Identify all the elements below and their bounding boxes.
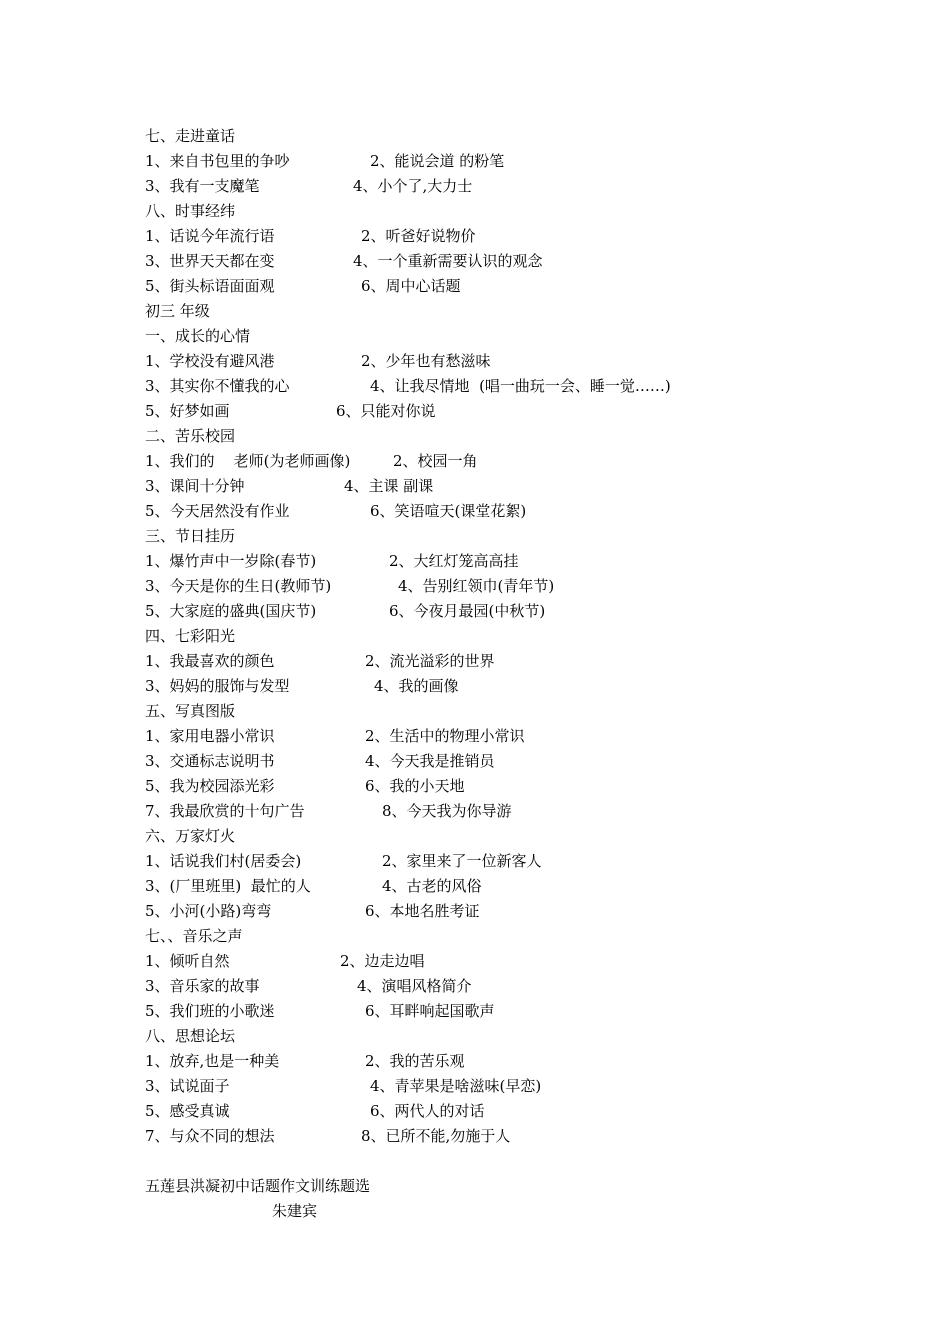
document-author: 朱建宾 xyxy=(272,1202,318,1220)
section-heading xyxy=(145,524,905,549)
topic-item: 6、我的小天地 xyxy=(365,777,465,795)
topic-item: 3、课间十分钟 xyxy=(145,477,245,495)
topic-row xyxy=(145,549,905,574)
topic-item: 2、生活中的物理小常识 xyxy=(365,727,525,745)
topic-row xyxy=(145,874,905,899)
topic-item: 4、一个重新需要认识的观念 xyxy=(353,252,543,270)
topic-item: 3、世界天天都在变 xyxy=(145,252,275,270)
topic-row xyxy=(145,849,905,874)
topic-item: 1、家用电器小常识 xyxy=(145,727,275,745)
topic-item: 3、妈妈的服饰与发型 xyxy=(145,677,290,695)
topic-item: 5、大家庭的盛典(国庆节) xyxy=(145,602,317,620)
topic-row xyxy=(145,649,905,674)
topic-item: 1、学校没有避风港 xyxy=(145,352,275,370)
topic-item: 5、今天居然没有作业 xyxy=(145,502,290,520)
topic-item: 6、笑语喧天(课堂花絮) xyxy=(370,502,527,520)
topic-item: 6、只能对你说 xyxy=(336,402,436,420)
topic-item: 1、来自书包里的争吵 xyxy=(145,152,290,170)
section-heading-text: 五、写真图版 xyxy=(145,702,236,720)
topic-item: 3、试说面子 xyxy=(145,1077,230,1095)
topic-item: 6、耳畔响起国歌声 xyxy=(365,1002,495,1020)
topic-row xyxy=(145,974,905,999)
topic-row xyxy=(145,574,905,599)
section-heading-text: 四、七彩阳光 xyxy=(145,627,236,645)
topic-item: 3、交通标志说明书 xyxy=(145,752,275,770)
topic-item: 4、演唱风格简介 xyxy=(357,977,472,995)
blank-line xyxy=(145,1149,905,1174)
section-heading xyxy=(145,824,905,849)
topic-row xyxy=(145,1099,905,1124)
topic-row xyxy=(145,499,905,524)
topic-item: 4、古老的风俗 xyxy=(382,877,482,895)
topic-item: 1、我最喜欢的颜色 xyxy=(145,652,275,670)
topic-item: 4、今天我是推销员 xyxy=(365,752,495,770)
topic-row xyxy=(145,474,905,499)
topic-item: 2、流光溢彩的世界 xyxy=(365,652,495,670)
topic-row xyxy=(145,774,905,799)
topic-item: 7、我最欣赏的十句广告 xyxy=(145,802,305,820)
topic-row xyxy=(145,674,905,699)
section-heading xyxy=(145,924,905,949)
topic-row xyxy=(145,149,905,174)
section-heading-text: 一、成长的心情 xyxy=(145,327,251,345)
topic-item: 5、我为校园添光彩 xyxy=(145,777,275,795)
topic-item: 2、少年也有愁滋味 xyxy=(361,352,491,370)
document-body xyxy=(145,124,905,1149)
section-heading-text: 三、节日挂历 xyxy=(145,527,236,545)
topic-row xyxy=(145,724,905,749)
topic-row xyxy=(145,374,905,399)
topic-item: 5、我们班的小歌迷 xyxy=(145,1002,275,1020)
topic-item: 5、小河(小路)弯弯 xyxy=(145,902,272,920)
topic-row xyxy=(145,1124,905,1149)
section-heading xyxy=(145,299,905,324)
topic-row xyxy=(145,224,905,249)
topic-item: 4、让我尽情地 (唱一曲玩一会、睡一觉……) xyxy=(370,377,671,395)
topic-item: 6、周中心话题 xyxy=(361,277,461,295)
section-heading xyxy=(145,424,905,449)
section-heading-text: 二、苦乐校园 xyxy=(145,427,236,445)
topic-item: 4、我的画像 xyxy=(374,677,459,695)
section-heading-text: 初三 年级 xyxy=(145,302,210,320)
section-heading-text: 八、思想论坛 xyxy=(145,1027,236,1045)
topic-item: 2、校园一角 xyxy=(393,452,478,470)
topic-item: 4、小个了,大力士 xyxy=(353,177,473,195)
topic-item: 4、告别红领巾(青年节) xyxy=(398,577,555,595)
topic-row xyxy=(145,599,905,624)
section-heading-text: 七、走进童话 xyxy=(145,127,236,145)
topic-item: 6、今夜月最园(中秋节) xyxy=(389,602,546,620)
topic-item: 6、两代人的对话 xyxy=(370,1102,485,1120)
topic-row xyxy=(145,399,905,424)
section-heading xyxy=(145,699,905,724)
section-heading xyxy=(145,324,905,349)
topic-item: 3、我有一支魔笔 xyxy=(145,177,260,195)
topic-item: 1、我们的 老师(为老师画像) xyxy=(145,452,351,470)
topic-item: 3、(厂里班里) 最忙的人 xyxy=(145,877,311,895)
section-heading xyxy=(145,124,905,149)
topic-item: 4、青苹果是啥滋味(早恋) xyxy=(370,1077,542,1095)
topic-row xyxy=(145,449,905,474)
topic-item: 5、感受真诚 xyxy=(145,1102,230,1120)
section-heading xyxy=(145,1024,905,1049)
topic-row xyxy=(145,1074,905,1099)
topic-row xyxy=(145,749,905,774)
topic-item: 1、话说今年流行语 xyxy=(145,227,275,245)
topic-row xyxy=(145,949,905,974)
topic-item: 3、今天是你的生日(教师节) xyxy=(145,577,332,595)
topic-item: 2、能说会道 的粉笔 xyxy=(370,152,505,170)
topic-row xyxy=(145,249,905,274)
topic-item: 7、与众不同的想法 xyxy=(145,1127,275,1145)
topic-row xyxy=(145,999,905,1024)
document-page xyxy=(145,124,905,1224)
topic-item: 8、今天我为你导游 xyxy=(382,802,512,820)
topic-item: 8、已所不能,勿施于人 xyxy=(361,1127,511,1145)
topic-item: 1、倾听自然 xyxy=(145,952,230,970)
section-heading-text: 七、、音乐之声 xyxy=(145,927,243,945)
topic-item: 1、话说我们村(居委会) xyxy=(145,852,302,870)
topic-row xyxy=(145,899,905,924)
section-heading xyxy=(145,624,905,649)
topic-item: 2、边走边唱 xyxy=(340,952,425,970)
topic-item: 1、放弃,也是一种美 xyxy=(145,1052,280,1070)
topic-item: 1、爆竹声中一岁除(春节) xyxy=(145,552,317,570)
topic-row xyxy=(145,274,905,299)
topic-item: 3、音乐家的故事 xyxy=(145,977,260,995)
topic-row xyxy=(145,1049,905,1074)
topic-item: 3、其实你不懂我的心 xyxy=(145,377,290,395)
topic-item: 5、好梦如画 xyxy=(145,402,230,420)
topic-item: 2、家里来了一位新客人 xyxy=(382,852,542,870)
section-heading xyxy=(145,199,905,224)
topic-row xyxy=(145,174,905,199)
topic-item: 4、主课 副课 xyxy=(344,477,434,495)
topic-item: 6、本地名胜考证 xyxy=(365,902,480,920)
document-title: 五莲县洪凝初中话题作文训练题选 xyxy=(145,1177,371,1195)
topic-item: 2、我的苦乐观 xyxy=(365,1052,465,1070)
topic-item: 5、街头标语面面观 xyxy=(145,277,275,295)
topic-item: 2、大红灯笼高高挂 xyxy=(389,552,519,570)
topic-row xyxy=(145,349,905,374)
section-heading-text: 八、时事经纬 xyxy=(145,202,236,220)
topic-row xyxy=(145,799,905,824)
topic-item: 2、听爸好说物价 xyxy=(361,227,476,245)
section-heading-text: 六、万家灯火 xyxy=(145,827,236,845)
